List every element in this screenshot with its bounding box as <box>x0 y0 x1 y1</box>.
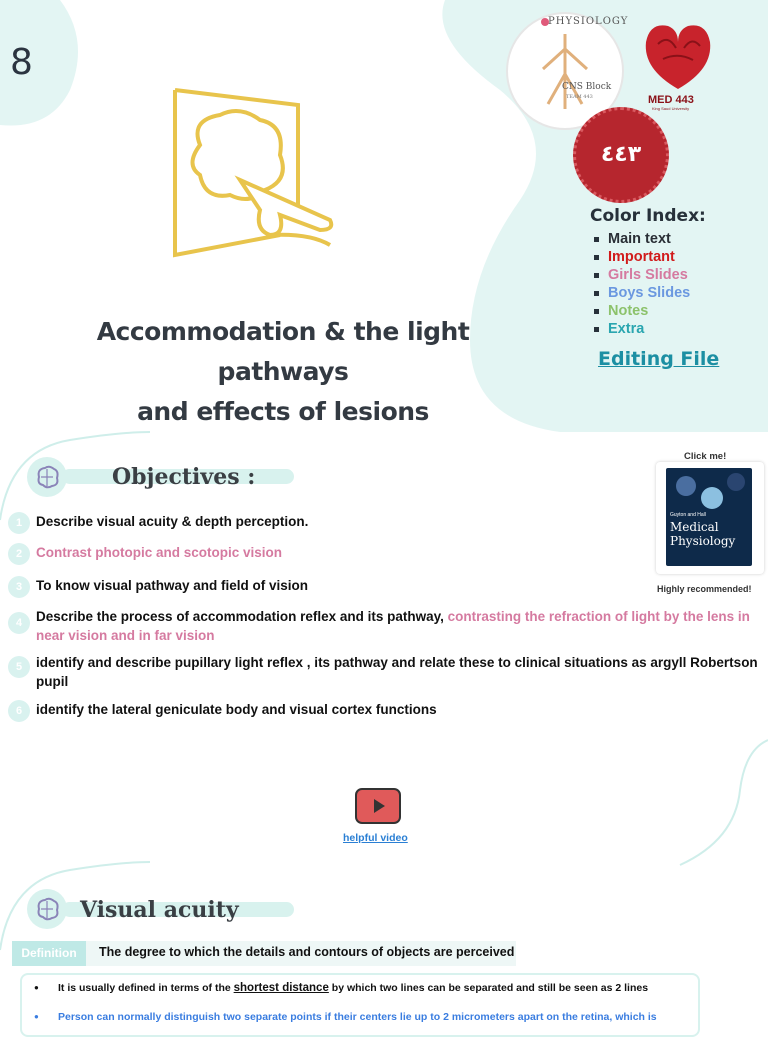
objective-text: identify the lateral geniculate body and visual cortex functions <box>36 702 437 717</box>
objective-number: 3 <box>8 576 30 598</box>
objective-number: 4 <box>8 612 30 634</box>
title-line-1: Accommodation & the light pathways <box>96 317 470 386</box>
objective-item <box>8 512 628 534</box>
med443-logo <box>638 14 718 110</box>
page-number: 8 <box>10 42 33 83</box>
title-line-2: and effects of lesions <box>137 397 429 426</box>
color-index-item-girls: Girls Slides <box>594 266 706 284</box>
textbook-link[interactable] <box>656 462 764 574</box>
color-index-item-important: Important <box>594 248 706 266</box>
objective-number: 5 <box>8 656 30 678</box>
objective-item <box>8 653 760 691</box>
objective-item <box>8 607 760 645</box>
visual-acuity-heading: Visual acuity <box>80 897 239 923</box>
objective-item <box>8 543 628 565</box>
cover-line-1: Guyton and Hall <box>670 512 706 518</box>
cover-line-3: Physiology <box>670 534 736 548</box>
color-index <box>590 206 706 338</box>
objectives-heading: Objectives : <box>112 464 256 490</box>
cover-line-2: Medical <box>670 520 719 534</box>
objective-number: 2 <box>8 543 30 565</box>
objective-text: Contrast photopic and scotopic vision <box>36 545 283 560</box>
brain-touch-illustration <box>160 85 340 265</box>
color-index-item-boys: Boys Slides <box>594 284 706 302</box>
color-index-item-main: Main text <box>594 230 706 248</box>
brain-icon <box>27 889 67 929</box>
brain-icon <box>27 457 67 497</box>
page-title <box>40 312 526 432</box>
physiology-block-text: CNS Block <box>562 82 612 92</box>
textbook-cover <box>666 468 752 566</box>
physiology-team-text: TEAM 443 <box>566 94 593 100</box>
color-index-list <box>590 230 706 338</box>
color-index-item-notes: Notes <box>594 302 706 320</box>
color-index-item-extra: Extra <box>594 320 706 338</box>
definition-label: Definition <box>12 941 86 966</box>
objective-text: To know visual pathway and field of vision <box>36 578 309 593</box>
play-icon <box>357 790 399 822</box>
definition-text: The degree to which the details and contours of objects are perceived <box>99 945 515 959</box>
color-index-heading: Color Index: <box>590 206 706 226</box>
editing-file-link[interactable]: Editing File <box>598 348 720 370</box>
objective-number: 1 <box>8 512 30 534</box>
objective-text: identify and describe pupillary light reflex , its pathway and relate these to clinical situations as argyll Robertson pupil <box>36 655 758 689</box>
med443-label: MED 443 <box>648 94 694 106</box>
seal-number: ٤٤٣ <box>600 142 642 167</box>
bullet-item: ● It is usually defined in terms of the shortest distance by which two lines can be separated and still be seen as 2 lines <box>36 982 648 994</box>
physiology-arc-text: PHYSIOLOGY <box>548 16 629 27</box>
objective-number: 6 <box>8 700 30 722</box>
objective-item <box>8 576 628 598</box>
objective-text: Describe visual acuity & depth perception. <box>36 514 309 529</box>
video-play-button[interactable] <box>355 788 401 824</box>
objective-text: Describe the process of accommodation reflex and its pathway, contrasting the refraction of light by the lens in near vision and in far vision <box>36 609 750 643</box>
bullet-item: ● Person can normally distinguish two separate points if their centers lie up to 2 micrometers apart on the retina, which is <box>36 1011 657 1023</box>
med443-sub: King Saud University <box>652 106 690 111</box>
review-seal <box>573 107 669 203</box>
highly-recommended-label: Highly recommended! <box>657 584 752 594</box>
objectives-brain-badge <box>27 457 67 497</box>
objective-item <box>8 700 628 722</box>
anatomy-figures-icon <box>666 468 752 512</box>
helpful-video-link[interactable]: helpful video <box>343 832 408 844</box>
visual-acuity-brain-badge <box>27 889 67 929</box>
click-me-label: Click me! <box>684 451 727 462</box>
